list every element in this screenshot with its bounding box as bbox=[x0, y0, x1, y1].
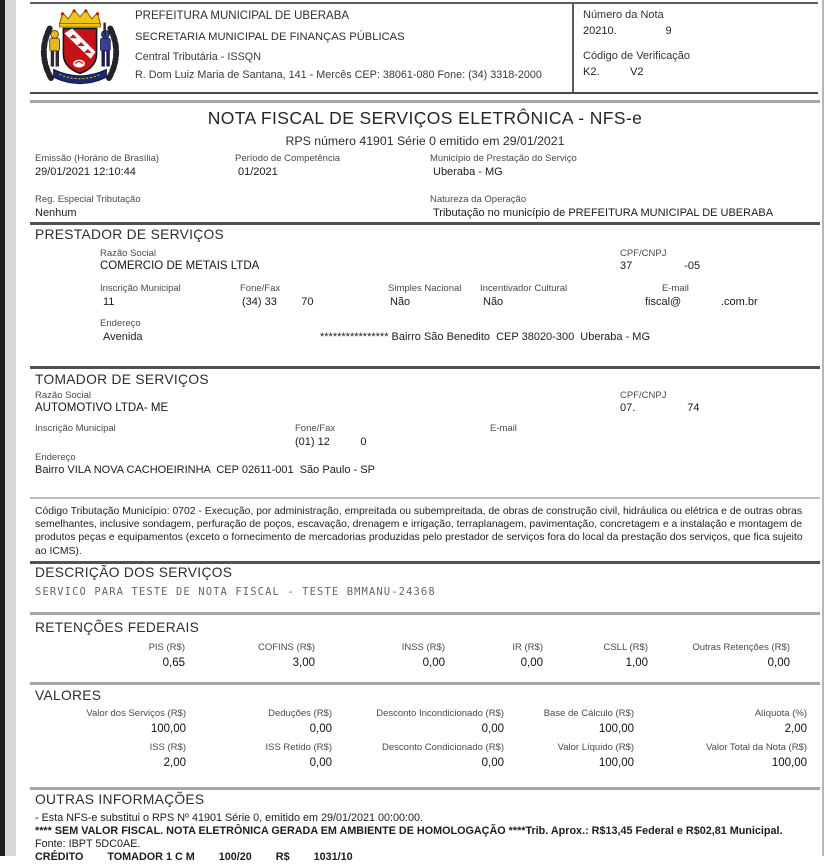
valor-iss-retido-label: ISS Retido (R$) bbox=[265, 742, 332, 753]
org-secretary-line: SECRETARIA MUNICIPAL DE FINANÇAS PÚBLICAS bbox=[135, 31, 405, 43]
tomador-cnpj-label: CPF/CNPJ bbox=[620, 390, 667, 401]
verification-code-label: Código de Verificação bbox=[583, 50, 691, 62]
competencia-value: 01/2021 bbox=[238, 166, 278, 178]
verification-code-value: K2. V2 bbox=[583, 66, 644, 78]
valor-iss bbox=[16, 742, 186, 769]
natureza-operacao-label: Natureza da Operação bbox=[430, 194, 527, 205]
valores-section-title: VALORES bbox=[35, 688, 102, 703]
valor-base-calculo-value: 100,00 bbox=[598, 723, 634, 735]
header-vertical-divider bbox=[572, 4, 574, 92]
valor-desconto-condicionado-value: 0,00 bbox=[481, 757, 504, 769]
retencao-ir-value: 0,00 bbox=[520, 657, 543, 669]
prestador-endereco-bairro: **************** Bairro São Benedito CEP 38020-300 Uberaba - MG bbox=[320, 331, 650, 343]
codigo-tributacao-paragraph: Código Tributação Município: 0702 - Execução, por administração, empreitada ou subempreitada, de obras de construção civil, hidráulica ou elétrica e de outras obras semelhantes, inclusive sondagem, perfuração de poços, escavação, drenagem e irrigação, terraplanagem, pavimentação, concretagem e a instalação e montagem de produtos peças e equipamentos (exceto o fornecimento de mercadorias produzidas pelo prestador de serviços fora do local da prestação dos serviços, que fica sujeito ao ICMS). bbox=[35, 506, 803, 557]
valor-deducoes bbox=[162, 708, 332, 735]
divider-prestador bbox=[30, 222, 820, 225]
valor-aliquota-value: 2,00 bbox=[784, 723, 807, 735]
valor-aliquota-label: Alíquota (%) bbox=[754, 708, 807, 719]
document-subtitle: RPS número 41901 Série 0 emitido em 29/01/2021 bbox=[285, 134, 565, 148]
prestador-simples-value: Não bbox=[390, 296, 411, 308]
tomador-fone-label: Fone/Fax bbox=[295, 423, 336, 434]
valor-total-nota-label: Valor Total da Nota (R$) bbox=[705, 742, 807, 753]
divider-retencoes bbox=[30, 612, 820, 615]
prestador-endereco-label: Endereço bbox=[100, 318, 141, 329]
nota-number-value: 20210. 9 bbox=[583, 25, 672, 37]
municipio-prestacao-value: Uberaba - MG bbox=[433, 166, 503, 178]
valor-iss-retido-value: 0,00 bbox=[309, 757, 332, 769]
prestador-email-label: E-mail bbox=[662, 283, 689, 294]
nota-number-label: Número da Nota bbox=[583, 9, 664, 21]
org-central-line: Central Tributária - ISSQN bbox=[135, 51, 262, 63]
prestador-im-label: Inscrição Municipal bbox=[100, 283, 181, 294]
valor-servicos-label: Valor dos Serviços (R$) bbox=[86, 708, 186, 719]
valor-base-calculo bbox=[464, 708, 634, 735]
prestador-email-value: fiscal@ .com.br bbox=[645, 296, 758, 308]
retencao-ir-label: IR (R$) bbox=[512, 642, 543, 653]
valor-servicos bbox=[16, 708, 186, 735]
valor-iss-retido bbox=[162, 742, 332, 769]
valor-desconto-condicionado-label: Desconto Condicionado (R$) bbox=[382, 742, 504, 753]
divider-outras bbox=[30, 787, 820, 790]
emissao-value: 29/01/2021 12:10:44 bbox=[35, 166, 136, 178]
valor-iss-value: 2,00 bbox=[163, 757, 186, 769]
retencao-outras-label: Outras Retenções (R$) bbox=[692, 642, 790, 653]
valor-liquido-label: Valor Líquido (R$) bbox=[557, 742, 634, 753]
retencoes-section-title: RETENÇÕES FEDERAIS bbox=[35, 620, 200, 635]
valor-desconto-incondicionado-label: Desconto Incondicionado (R$) bbox=[376, 708, 504, 719]
descricao-section-title: DESCRIÇÃO DOS SERVIÇOS bbox=[35, 565, 233, 580]
valor-total-nota bbox=[637, 742, 807, 769]
prestador-razao-value: COMERCIO DE METAIS LTDA bbox=[100, 260, 260, 272]
retencao-cofins-value: 3,00 bbox=[292, 657, 315, 669]
tomador-cnpj-value: 07. 74 bbox=[620, 402, 700, 414]
prestador-fone-label: Fone/Fax bbox=[240, 283, 281, 294]
page-right-border bbox=[822, 0, 824, 856]
retencao-cofins-label: COFINS (R$) bbox=[258, 642, 315, 653]
header-box bbox=[30, 2, 818, 94]
descricao-servicos-text: SERVICO PARA TESTE DE NOTA FISCAL - TESTE BMMANU-24368 bbox=[35, 586, 436, 598]
outras-line-substitui-rps: - Esta NFS-e substitui o RPS Nº 41901 Série 0, emitido em 29/01/2021 00:00:00. bbox=[35, 812, 424, 824]
prestador-incentivador-value: Não bbox=[483, 296, 504, 308]
tomador-razao-value: AUTOMOTIVO LTDA- ME bbox=[35, 402, 169, 414]
valor-desconto-incondicionado-value: 0,00 bbox=[481, 723, 504, 735]
tomador-fone-value: (01) 12 0 bbox=[295, 436, 367, 448]
retencao-outras bbox=[630, 642, 790, 669]
divider-valores bbox=[30, 682, 820, 685]
tomador-email-label: E-mail bbox=[490, 423, 517, 434]
viewer-left-gray-edge bbox=[5, 0, 16, 856]
retencao-outras-value: 0,00 bbox=[767, 657, 790, 669]
municipio-prestacao-label: Município de Prestação do Serviço bbox=[430, 153, 577, 164]
tomador-section-title: TOMADOR DE SERVIÇOS bbox=[35, 372, 209, 387]
valor-liquido bbox=[464, 742, 634, 769]
valor-iss-label: ISS (R$) bbox=[149, 742, 186, 753]
prestador-simples-label: Simples Nacional bbox=[388, 283, 462, 294]
divider-codigo-tributacao bbox=[30, 497, 820, 499]
competencia-label: Período de Competência bbox=[235, 153, 341, 164]
outras-line-clipped: CRÉDITO TOMADOR 1 C M 100/20 R$ 1031/10 bbox=[35, 851, 353, 863]
valor-liquido-value: 100,00 bbox=[598, 757, 634, 769]
retencao-pis-label: PIS (R$) bbox=[148, 642, 185, 653]
regime-especial-label: Reg. Especial Tributação bbox=[35, 194, 141, 205]
valor-aliquota bbox=[637, 708, 807, 735]
outras-line-sem-valor-fiscal: **** SEM VALOR FISCAL. NOTA ELETRÔNICA GERADA EM AMBIENTE DE HOMOLOGAÇÃO ****Trib. Aprox.: R$13,45 Federal e R$02,81 Municipal. bbox=[35, 825, 783, 837]
retencao-csll-label: CSLL (R$) bbox=[603, 642, 648, 653]
prestador-cnpj-label: CPF/CNPJ bbox=[620, 248, 667, 259]
prestador-razao-label: Razão Social bbox=[100, 248, 156, 259]
outras-section-title: OUTRAS INFORMAÇÕES bbox=[35, 792, 205, 807]
regime-especial-value: Nenhum bbox=[35, 207, 77, 219]
valor-base-calculo-label: Base de Cálculo (R$) bbox=[543, 708, 634, 719]
document-title: NOTA FISCAL DE SERVIÇOS ELETRÔNICA - NFS-e bbox=[207, 108, 643, 128]
retencao-csll bbox=[488, 642, 648, 669]
divider-descricao bbox=[30, 561, 820, 564]
retencao-inss-label: INSS (R$) bbox=[401, 642, 445, 653]
tomador-im-label: Inscrição Municipal bbox=[35, 423, 116, 434]
valor-deducoes-value: 0,00 bbox=[309, 723, 332, 735]
prestador-section-title: PRESTADOR DE SERVIÇOS bbox=[35, 227, 225, 242]
prestador-fone-value: (34) 33 70 bbox=[242, 296, 314, 308]
retencao-csll-value: 1,00 bbox=[625, 657, 648, 669]
outras-line-fonte-ibpt: Fonte: IBPT 5DC0AE. bbox=[35, 838, 141, 850]
valor-total-nota-value: 100,00 bbox=[771, 757, 807, 769]
prestador-cnpj-value: 37 -05 bbox=[620, 260, 701, 272]
retencao-pis-value: 0,65 bbox=[162, 657, 185, 669]
divider-under-header bbox=[30, 100, 820, 103]
valor-deducoes-label: Deduções (R$) bbox=[268, 708, 332, 719]
tomador-endereco-label: Endereço bbox=[35, 452, 76, 463]
prestador-endereco-logradouro: Avenida bbox=[103, 331, 143, 343]
natureza-operacao-value: Tributação no município de PREFEITURA MUNICIPAL DE UBERABA bbox=[433, 207, 774, 219]
tomador-razao-label: Razão Social bbox=[35, 390, 91, 401]
org-name-line: PREFEITURA MUNICIPAL DE UBERABA bbox=[135, 10, 350, 22]
retencao-inss-value: 0,00 bbox=[422, 657, 445, 669]
valor-servicos-value: 100,00 bbox=[150, 723, 186, 735]
prestador-im-value: 11 bbox=[103, 296, 115, 308]
org-address-line: R. Dom Luiz Maria de Santana, 141 - Mercês CEP: 38061-080 Fone: (34) 3318-2000 bbox=[135, 69, 542, 81]
municipal-coat-of-arms bbox=[36, 7, 124, 89]
emissao-label: Emissão (Horário de Brasília) bbox=[35, 153, 160, 164]
prestador-incentivador-label: Incentivador Cultural bbox=[480, 283, 568, 294]
divider-tomador bbox=[30, 366, 820, 369]
tomador-endereco-value: Bairro VILA NOVA CACHOEIRINHA CEP 02611-001 São Paulo - SP bbox=[35, 464, 375, 476]
